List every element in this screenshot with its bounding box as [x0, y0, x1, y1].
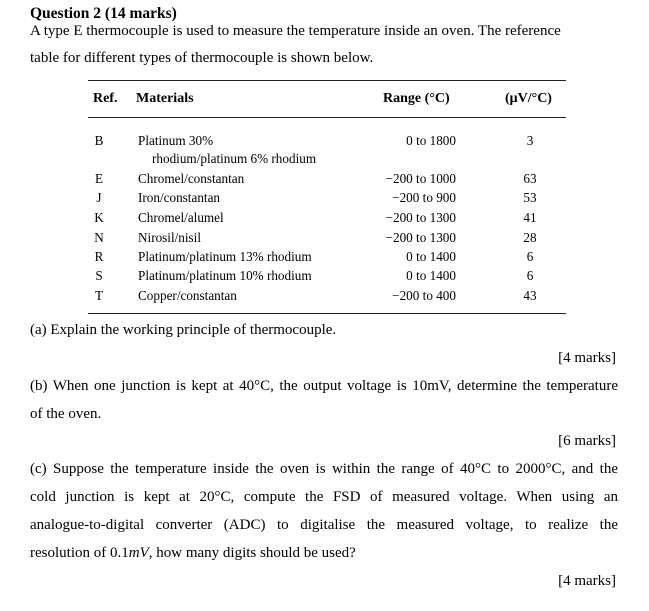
- row-r-ref: R: [94, 249, 104, 264]
- table-bottom-rule: [88, 313, 566, 314]
- row-j-materials: Iron/constantan: [138, 190, 221, 205]
- row-b-range: 0 to 1800: [406, 133, 456, 148]
- row-e-ref: E: [94, 171, 104, 186]
- part-c-line-4: [30, 545, 356, 562]
- part-b-line-1: (b) When one junction is kept at 40°C, the output voltage is 10mV, determine the temperature: [30, 378, 618, 394]
- header-materials: Materials: [136, 91, 194, 106]
- row-s-ref: S: [95, 268, 103, 283]
- part-c-marks: [4 marks]: [558, 573, 616, 589]
- row-b-materials: Platinum 30%: [138, 133, 214, 148]
- part-c-resolution-unit: mV: [128, 545, 149, 561]
- row-k-ref: K: [94, 210, 104, 225]
- row-t-sensitivity: 43: [523, 288, 537, 303]
- row-n-materials: Nirosil/nisil: [138, 230, 202, 245]
- part-c-line-3: analogue-to-digital converter (ADC) to digitalise the measured voltage, to realize the: [30, 517, 618, 533]
- header-range: Range (°C): [383, 91, 450, 106]
- part-c-line-4-post: , how many digits should be used?: [148, 545, 356, 561]
- row-t-materials: Copper/constantan: [138, 288, 237, 303]
- row-s-materials: Platinum/platinum 10% rhodium: [138, 268, 312, 283]
- part-c-line-4-pre: resolution of: [30, 545, 110, 561]
- part-c-resolution-value: 0.1: [110, 545, 129, 561]
- row-j-ref: J: [96, 190, 102, 205]
- row-t-range: −200 to 400: [392, 288, 456, 303]
- row-r-sensitivity: 6: [526, 249, 534, 264]
- table-top-rule: [88, 80, 566, 81]
- row-j-sensitivity: 53: [523, 190, 537, 205]
- row-k-sensitivity: 41: [523, 210, 537, 225]
- row-n-range: −200 to 1300: [385, 230, 456, 245]
- row-e-materials: Chromel/constantan: [138, 171, 245, 186]
- row-t-ref: T: [94, 288, 104, 303]
- row-b-ref: B: [94, 133, 104, 148]
- intro-line-1: A type E thermocouple is used to measure the temperature inside an oven. The reference: [30, 23, 561, 39]
- row-e-sensitivity: 63: [523, 171, 537, 186]
- table-header-rule: [88, 117, 566, 118]
- row-n-ref: N: [94, 230, 104, 245]
- row-r-range: 0 to 1400: [406, 249, 456, 264]
- header-ref: Ref.: [93, 91, 118, 106]
- row-n-sensitivity: 28: [523, 230, 537, 245]
- row-s-range: 0 to 1400: [406, 268, 456, 283]
- row-k-range: −200 to 1300: [385, 210, 456, 225]
- part-b-marks: [6 marks]: [558, 433, 616, 449]
- question-title: Question 2 (14 marks): [30, 5, 177, 22]
- header-sensitivity: (μV/°C): [505, 91, 552, 106]
- intro-line-2: table for different types of thermocouple is shown below.: [30, 50, 374, 66]
- row-b-materials-cont: rhodium/platinum 6% rhodium: [152, 151, 317, 166]
- row-e-range: −200 to 1000: [385, 171, 456, 186]
- part-a-text: (a) Explain the working principle of thermocouple.: [30, 322, 337, 338]
- part-b-line-2: of the oven.: [30, 406, 102, 422]
- row-b-sensitivity: 3: [526, 133, 534, 148]
- row-j-range: −200 to 900: [392, 190, 456, 205]
- part-a-marks: [4 marks]: [558, 350, 616, 366]
- row-r-materials: Platinum/platinum 13% rhodium: [138, 249, 312, 264]
- row-s-sensitivity: 6: [526, 268, 534, 283]
- row-k-materials: Chromel/alumel: [138, 210, 224, 225]
- part-c-line-1: (c) Suppose the temperature inside the oven is within the range of 40°C to 2000°C, and the: [30, 461, 618, 477]
- part-c-line-2: cold junction is kept at 20°C, compute the FSD of measured voltage. When using an: [30, 489, 618, 505]
